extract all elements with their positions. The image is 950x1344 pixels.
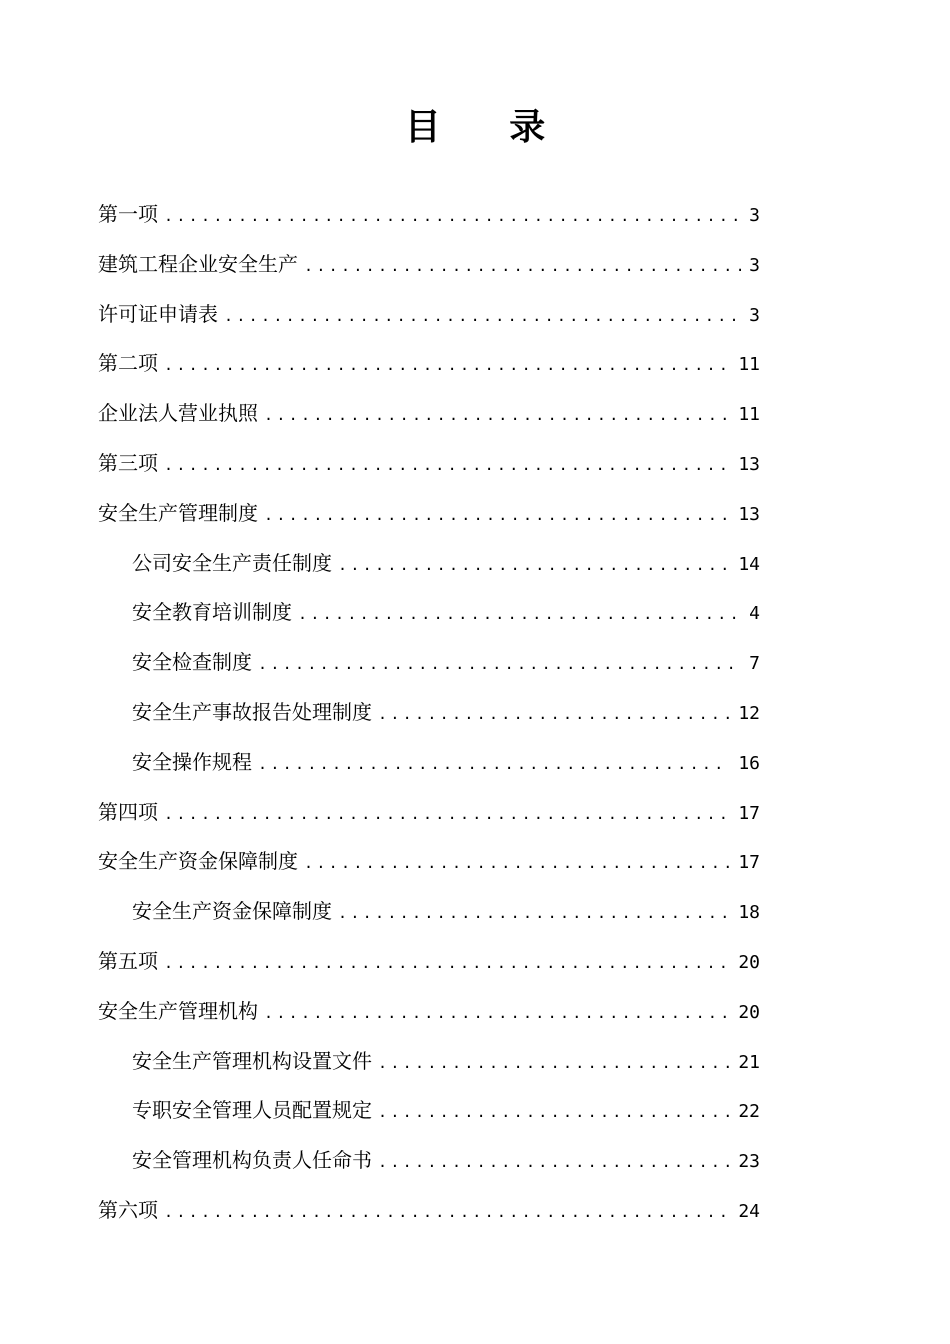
toc-entry[interactable] xyxy=(98,937,760,987)
dot-leader xyxy=(338,541,730,591)
toc-entry-label: 企业法人营业执照 xyxy=(98,401,258,426)
toc-entry[interactable] xyxy=(98,788,760,838)
toc-entry-label: 安全操作规程 xyxy=(132,749,252,774)
toc-page-number: 17 xyxy=(738,802,760,824)
toc-entry-label: 建筑工程企业安全生产 xyxy=(98,251,298,276)
toc-entry-label: 安全生产事故报告处理制度 xyxy=(132,699,372,724)
toc-page-number: 18 xyxy=(738,902,760,924)
dot-leader xyxy=(164,1188,730,1238)
toc-entry[interactable] xyxy=(98,290,760,340)
dot-leader xyxy=(338,889,730,939)
toc-entry-label: 许可证申请表 xyxy=(98,301,218,326)
dot-leader xyxy=(264,989,730,1039)
dot-leader xyxy=(264,391,730,441)
toc-entry-label: 专职安全管理人员配置规定 xyxy=(132,1098,372,1123)
dot-leader xyxy=(298,590,741,640)
toc-entry-label: 安全生产管理机构 xyxy=(98,998,258,1023)
toc-page-number: 13 xyxy=(738,453,760,475)
dot-leader xyxy=(224,292,741,342)
dot-leader xyxy=(164,790,730,840)
toc-page-number: 3 xyxy=(749,254,760,276)
toc-page-number: 14 xyxy=(738,553,760,575)
dot-leader xyxy=(378,690,730,740)
toc-entry[interactable] xyxy=(98,190,760,240)
dot-leader xyxy=(378,1138,730,1188)
toc-entry-label: 安全管理机构负责人任命书 xyxy=(132,1148,372,1173)
toc-entry[interactable] xyxy=(98,1037,760,1087)
toc-entry-label: 第四项 xyxy=(98,799,158,824)
toc-page-number: 20 xyxy=(738,951,760,973)
toc-entry[interactable] xyxy=(98,240,760,290)
table-of-contents xyxy=(98,190,760,1236)
dot-leader xyxy=(258,740,730,790)
toc-page-number: 11 xyxy=(738,404,760,426)
toc-entry[interactable] xyxy=(98,489,760,539)
toc-entry[interactable] xyxy=(98,588,760,638)
toc-entry[interactable] xyxy=(98,688,760,738)
dot-leader xyxy=(304,242,741,292)
toc-entry-label: 安全生产管理制度 xyxy=(98,500,258,525)
dot-leader xyxy=(378,1088,730,1138)
dot-leader xyxy=(304,839,730,889)
toc-entry-label: 第五项 xyxy=(98,948,158,973)
dot-leader xyxy=(164,192,741,242)
toc-page-number: 11 xyxy=(738,354,760,376)
dot-leader xyxy=(164,341,730,391)
page-title: 目 录 xyxy=(404,106,574,149)
toc-entry-label: 安全教育培训制度 xyxy=(132,600,292,625)
toc-entry[interactable] xyxy=(98,339,760,389)
toc-page-number: 3 xyxy=(749,205,760,226)
toc-entry-label: 安全生产资金保障制度 xyxy=(98,849,298,874)
toc-page-number: 12 xyxy=(738,702,760,724)
toc-entry[interactable] xyxy=(98,887,760,937)
toc-page-number: 22 xyxy=(738,1101,760,1123)
dot-leader xyxy=(264,491,730,541)
toc-entry[interactable] xyxy=(98,837,760,887)
toc-page-number: 13 xyxy=(738,503,760,525)
toc-entry-label: 第一项 xyxy=(98,202,158,226)
toc-entry-label: 公司安全生产责任制度 xyxy=(132,550,332,575)
toc-page-number: 21 xyxy=(738,1051,760,1073)
toc-page-number: 16 xyxy=(738,752,760,774)
toc-page-number: 4 xyxy=(749,603,760,625)
toc-entry[interactable] xyxy=(98,1086,760,1136)
toc-entry[interactable] xyxy=(98,738,760,788)
toc-entry-label: 安全检查制度 xyxy=(132,650,252,675)
toc-entry[interactable] xyxy=(98,638,760,688)
toc-entry[interactable] xyxy=(98,1136,760,1186)
toc-page-number: 24 xyxy=(738,1200,760,1222)
toc-page-number: 3 xyxy=(749,304,760,326)
dot-leader xyxy=(258,640,741,690)
toc-page-number: 7 xyxy=(749,653,760,675)
dot-leader xyxy=(378,1039,730,1089)
toc-entry[interactable] xyxy=(98,539,760,589)
dot-leader xyxy=(164,939,730,989)
toc-entry[interactable] xyxy=(98,987,760,1037)
toc-entry-label: 安全生产管理机构设置文件 xyxy=(132,1048,372,1073)
dot-leader xyxy=(164,441,730,491)
toc-page-number: 17 xyxy=(738,852,760,874)
toc-entry-label: 第六项 xyxy=(98,1197,158,1222)
toc-page-number: 20 xyxy=(738,1001,760,1023)
toc-entry-label: 第三项 xyxy=(98,450,158,475)
toc-page-number: 23 xyxy=(738,1151,760,1173)
toc-entry[interactable] xyxy=(98,389,760,439)
toc-entry[interactable] xyxy=(98,1186,760,1236)
toc-entry-label: 第二项 xyxy=(98,351,158,376)
toc-entry[interactable] xyxy=(98,439,760,489)
toc-entry-label: 安全生产资金保障制度 xyxy=(132,899,332,924)
